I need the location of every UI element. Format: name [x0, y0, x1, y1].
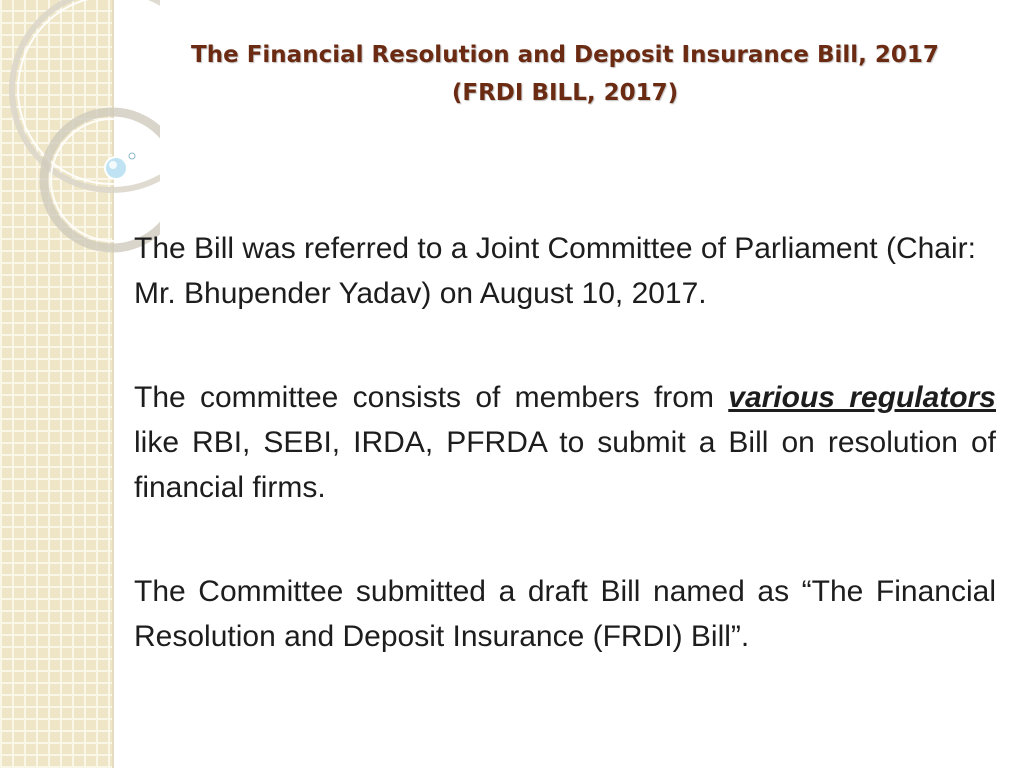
small-dot-icon	[129, 153, 135, 159]
title-line-2: (FRDI BILL, 2017)	[451, 80, 679, 106]
blue-dot-icon	[105, 157, 127, 179]
slide-title	[150, 36, 980, 112]
title-line-1: The Financial Resolution and Deposit Insurance Bill, 2017	[191, 42, 939, 68]
emphasized-text: various regulators	[728, 381, 996, 414]
paragraph-text: The committee consists of members from	[134, 381, 729, 414]
circle-ornament-icon	[0, 0, 160, 260]
paragraph-joint-committee: The Bill was referred to a Joint Committee of Parliament (Chair: Mr. Bhupender Yadav) on August 10, 2017.	[134, 232, 976, 310]
paragraph-text: like RBI, SEBI, IRDA, PFRDA to submit a Bill on resolution of financial firms.	[134, 426, 996, 504]
outer-ring-icon	[12, 0, 160, 190]
slide-body	[134, 226, 996, 718]
blue-dot-shine-icon	[109, 161, 117, 169]
paragraph-committee-members	[134, 375, 996, 510]
paragraph-draft-bill: The Committee submitted a draft Bill named as “The Financial Resolution and Deposit Insurance (FRDI) Bill”.	[134, 575, 996, 653]
